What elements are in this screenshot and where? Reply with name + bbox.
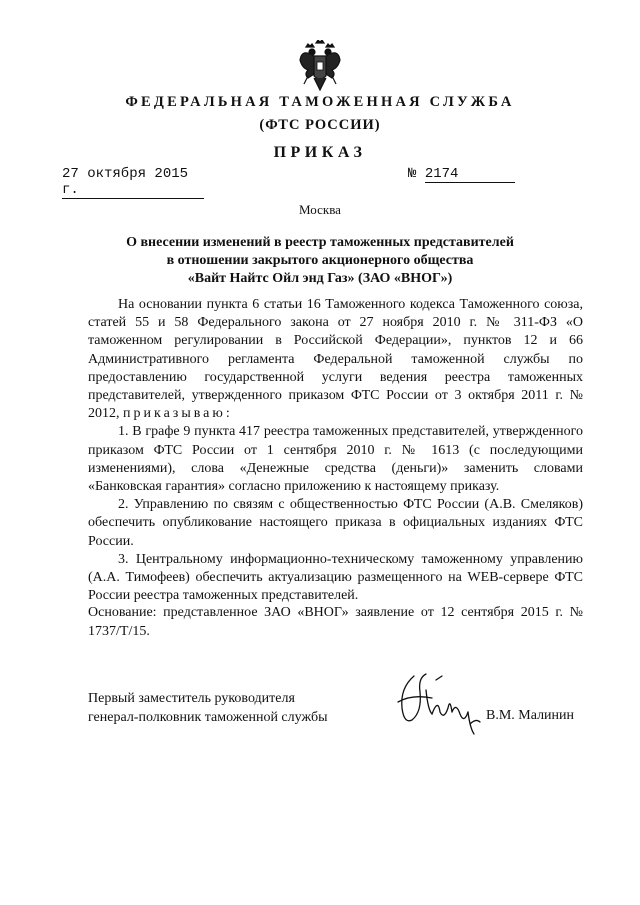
document-title (0, 234, 640, 288)
signatory-position (88, 690, 327, 727)
basis-note: Основание: представленное ЗАО «ВНОГ» заявление от 12 сентября 2015 г. № 1737/Т/15. (88, 605, 583, 639)
document-number-block (408, 166, 515, 183)
order-item-1: 1. В графе 9 пункта 417 реестра таможенных представителей, утвержденного приказом ФТС России от 1 сентября 2010 г. № 1613 (с последующими изменениями), слова «Денежные средства (деньги)» заменить словами «Банковская гарантия» согласно приложению к настоящему приказу. (88, 424, 583, 495)
order-item-3: 3. Центральному информационно-техническому таможенному управлению (А.А. Тимофеев) обеспечить актуализацию размещенного на WEB-сервере ФТС России реестра таможенных представителей. (88, 551, 583, 604)
number-sign: № (408, 166, 417, 182)
title-line: в отношении закрытого акционерного общества (166, 253, 474, 268)
org-name: ФЕДЕРАЛЬНАЯ ТАМОЖЕННАЯ СЛУЖБА (125, 94, 515, 110)
order-item-2: 2. Управлению по связям с общественностью ФТС России (А.В. Смеляков) обеспечить опубликование настоящего приказа в официальных изданиях ФТС России. (88, 497, 583, 549)
document-number: 2174 (425, 166, 515, 183)
title-line: «Вайт Найтс Ойл энд Газ» (ЗАО «ВНОГ») (187, 271, 453, 286)
document-body (88, 296, 583, 605)
order-word: приказываю: (123, 406, 233, 422)
position-line: Первый заместитель руководителя (88, 691, 295, 706)
city: Москва (299, 202, 341, 217)
title-line: О внесении изменений в реестр таможенных представителей (126, 235, 514, 250)
position-line: генерал-полковник таможенной службы (88, 709, 328, 725)
document-type: ПРИКАЗ (273, 144, 367, 161)
signatory-name: В.М. Малинин (486, 708, 575, 723)
document-date: 27 октября 2015 г. (62, 166, 204, 199)
handwritten-signature (392, 668, 484, 738)
preamble-paragraph (88, 296, 583, 423)
preamble-text: На основании пункта 6 статьи 16 Таможенного кодекса Таможенного союза, статей 55 и 58 Федерального закона от 27 ноября 2010 г. № 311-ФЗ «О таможенном регулировании в Российской Федерации», пунктов 12 и 66 Административного регламента Федеральной таможенной службы по предоставлению государственной услуги ведения реестра таможенных представителей, утвержденного приказом ФТС России от 3 октября 2011 г. № 2012, (88, 297, 583, 422)
coat-of-arms-icon (298, 40, 342, 92)
org-short-name: (ФТС РОССИИ) (259, 117, 381, 133)
